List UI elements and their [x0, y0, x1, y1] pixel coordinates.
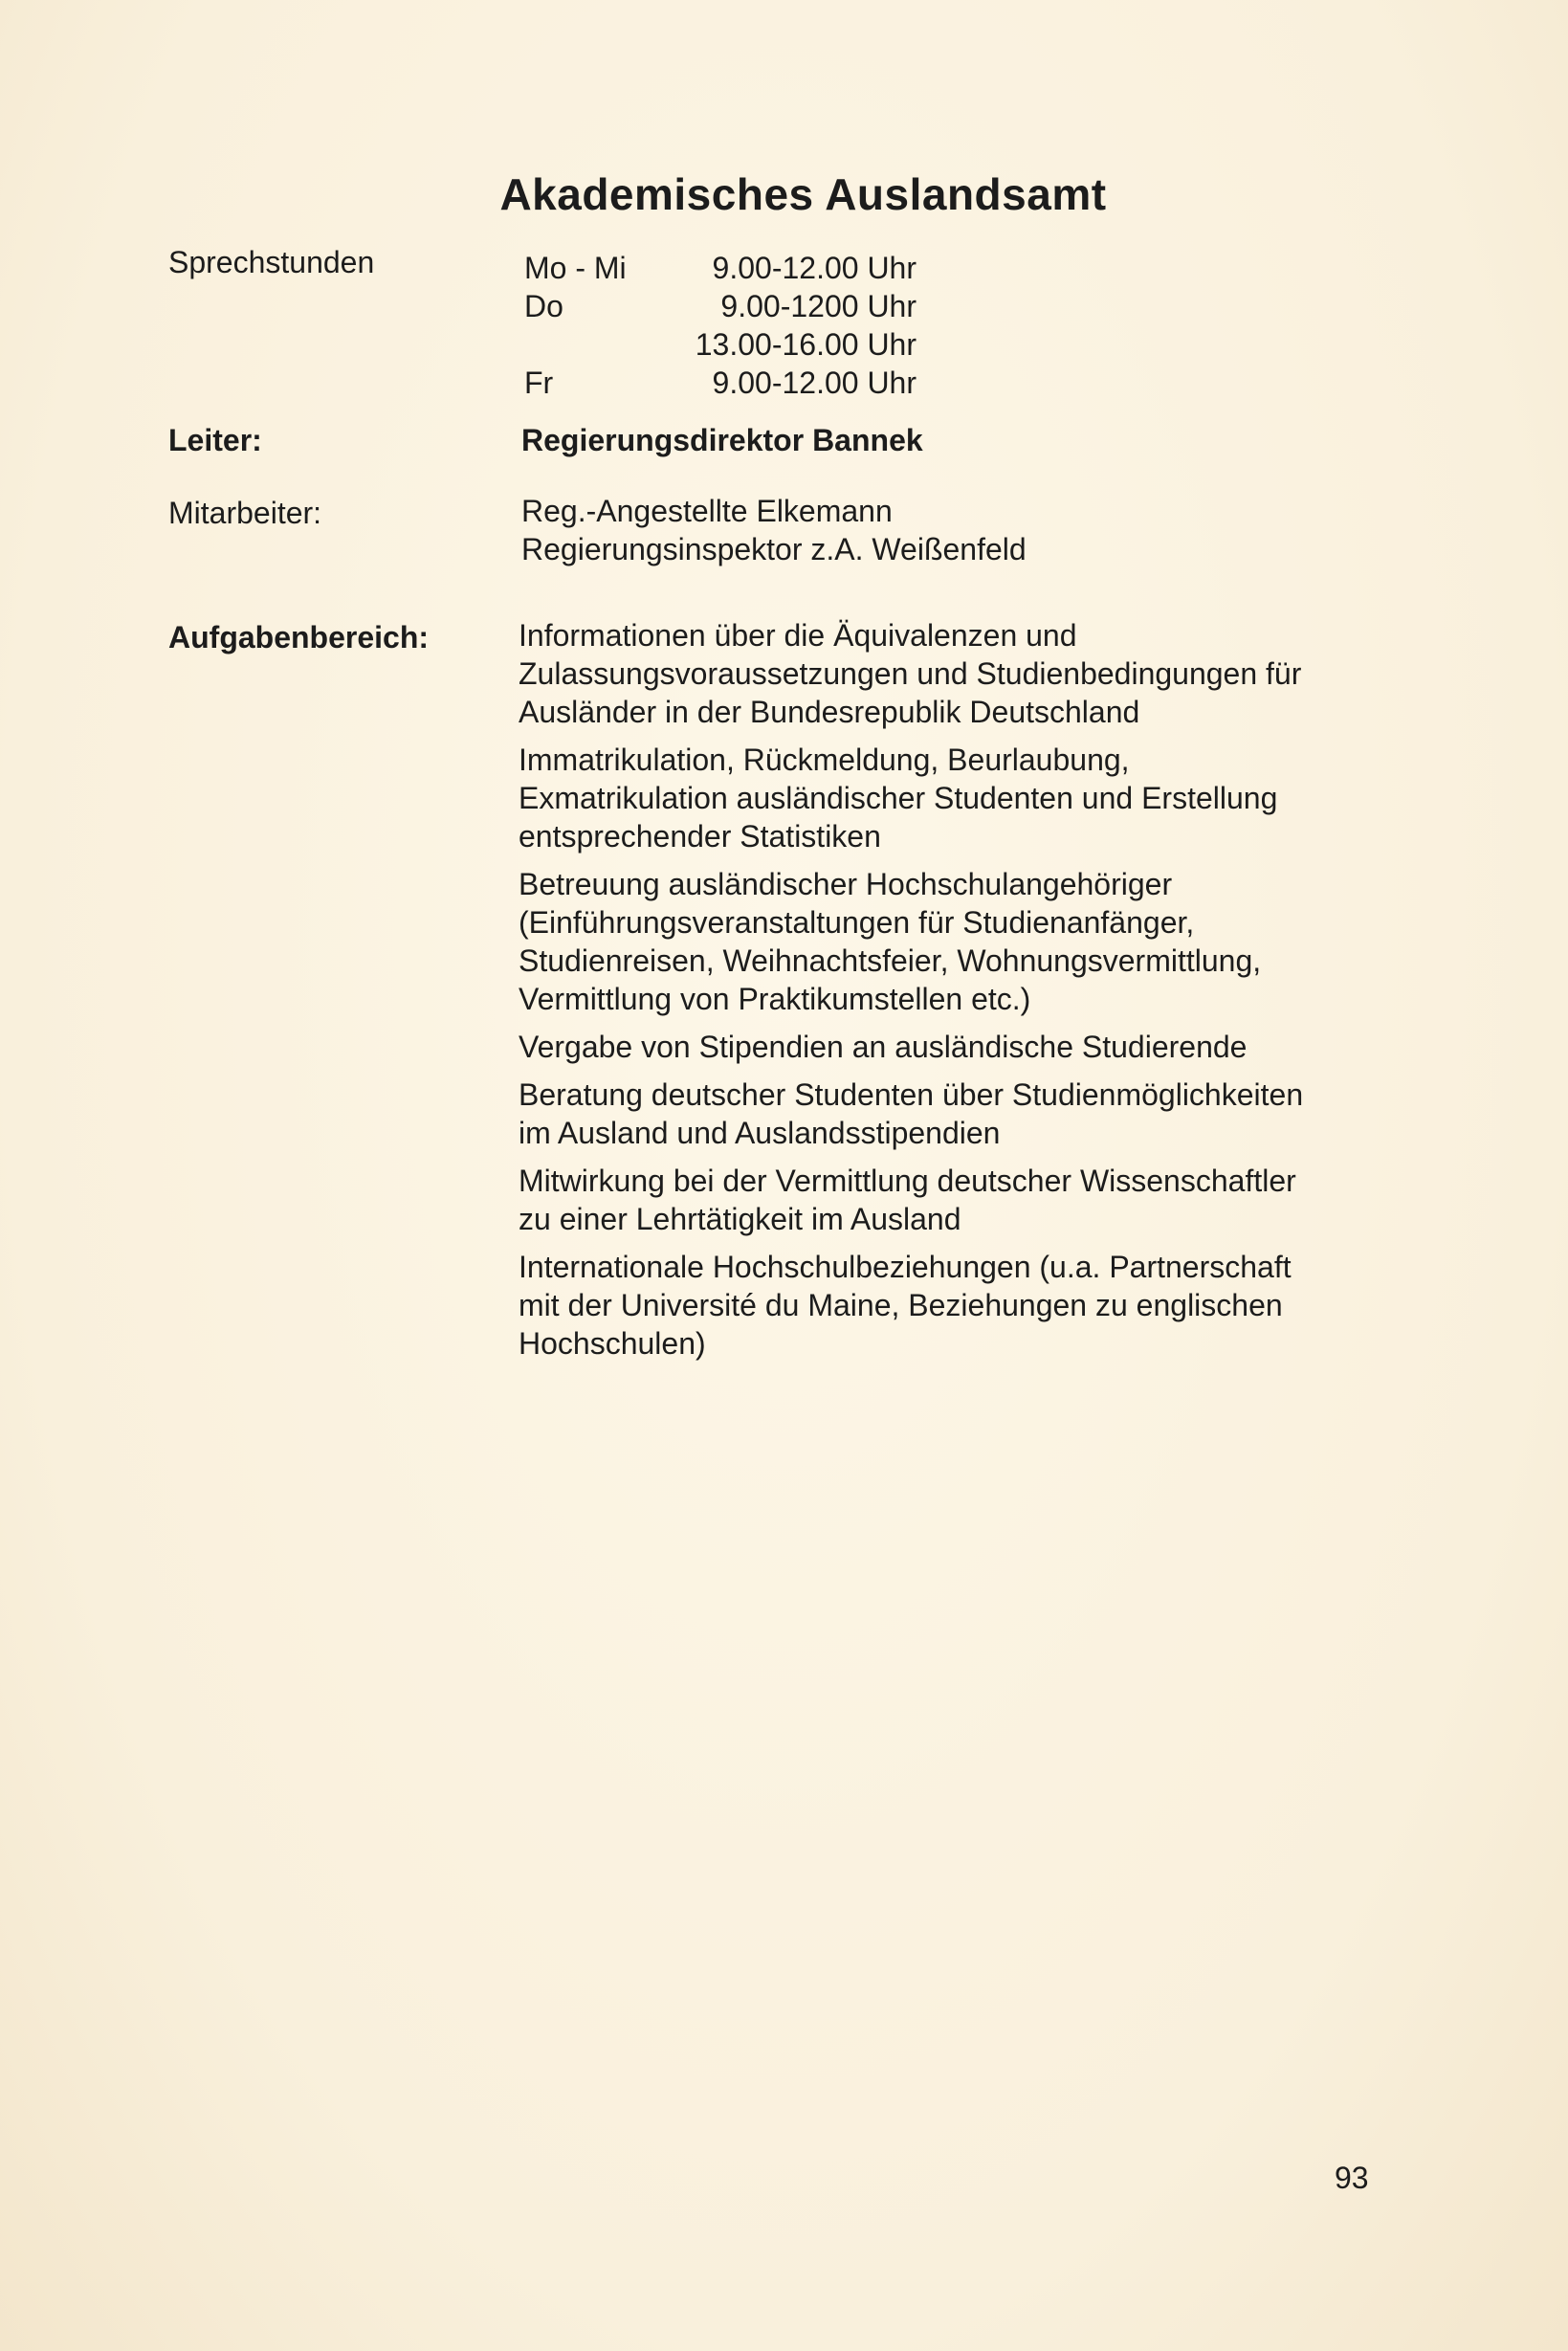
leiter-label: Leiter: — [168, 423, 262, 457]
aufgaben-item-line: Studienreisen, Weihnachtsfeier, Wohnungsvermittlung, — [519, 943, 1262, 978]
page-title: Akademisches Auslandsamt — [499, 169, 1107, 219]
office-hours-time: 9.00-1200 Uhr — [720, 289, 917, 323]
office-hours-label: Sprechstunden — [168, 245, 375, 279]
office-hours-day: Do — [524, 289, 563, 323]
aufgaben-item-line: Ausländer in der Bundesrepublik Deutschland — [519, 695, 1140, 729]
office-hours-time: 9.00-12.00 Uhr — [712, 251, 917, 285]
aufgaben-item-line: Vergabe von Stipendien an ausländische Studierende — [519, 1030, 1248, 1064]
aufgaben-list — [519, 616, 1399, 1372]
mitarbeiter-line: Regierungsinspektor z.A. Weißenfeld — [521, 532, 1027, 566]
aufgaben-item-line: im Ausland und Auslandsstipendien — [519, 1116, 1001, 1150]
aufgaben-item-line: zu einer Lehrtätigkeit im Ausland — [519, 1202, 961, 1236]
mitarbeiter-line: Reg.-Angestellte Elkemann — [521, 494, 893, 528]
page-number: 93 — [1335, 2161, 1369, 2195]
office-hours-day: Mo - Mi — [524, 251, 627, 285]
aufgaben-item-line: Hochschulen) — [519, 1326, 706, 1361]
aufgaben-item — [519, 1248, 1399, 1363]
aufgaben-item — [519, 1076, 1399, 1152]
mitarbeiter-label: Mitarbeiter: — [168, 496, 322, 530]
aufgaben-item-line: Immatrikulation, Rückmeldung, Beurlaubung, — [519, 743, 1130, 777]
aufgaben-label: Aufgabenbereich: — [168, 620, 430, 654]
aufgaben-item-line: mit der Université du Maine, Beziehungen zu englischen — [519, 1288, 1283, 1322]
aufgaben-item-line: Exmatrikulation ausländischer Studenten und Erstellung — [519, 781, 1278, 815]
office-hours-time: 9.00-12.00 Uhr — [712, 366, 917, 400]
aufgaben-item — [519, 1162, 1399, 1238]
office-hours-day: Fr — [524, 366, 554, 400]
aufgaben-item-line: Vermittlung von Praktikumstellen etc.) — [519, 982, 1031, 1016]
aufgaben-item-line: Informationen über die Äquivalenzen und — [519, 618, 1077, 653]
aufgaben-item-line: (Einführungsveranstaltungen für Studienanfänger, — [519, 905, 1195, 940]
aufgaben-item — [519, 616, 1399, 731]
aufgaben-item-line: entsprechender Statistiken — [519, 819, 881, 854]
aufgaben-item-line: Zulassungsvoraussetzungen und Studienbedingungen für — [519, 656, 1302, 691]
aufgaben-item — [519, 741, 1399, 855]
aufgaben-item-line: Mitwirkung bei der Vermittlung deutscher Wissenschaftler — [519, 1164, 1296, 1198]
leiter-value: Regierungsdirektor Bannek — [521, 423, 923, 457]
office-hours-time: 13.00-16.00 Uhr — [695, 327, 917, 362]
aufgaben-item-line: Beratung deutscher Studenten über Studienmöglichkeiten — [519, 1077, 1304, 1112]
aufgaben-item — [519, 1028, 1399, 1066]
aufgaben-item-line: Internationale Hochschulbeziehungen (u.a. Partnerschaft — [519, 1250, 1292, 1284]
aufgaben-item-line: Betreuung ausländischer Hochschulangehöriger — [519, 867, 1173, 901]
aufgaben-item — [519, 865, 1399, 1018]
